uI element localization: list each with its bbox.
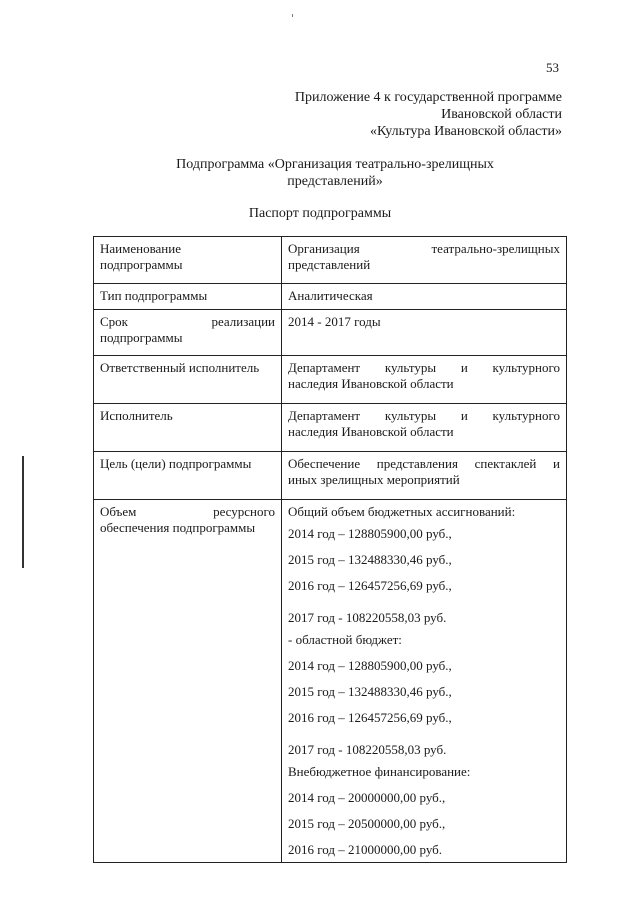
table-row-executor (94, 404, 567, 452)
passport-title: Паспорт подпрограммы (248, 206, 392, 221)
goal-value-line-1: Обеспечение представления спектаклей и (288, 456, 560, 471)
margin-mark (22, 456, 24, 568)
subprogram-title (150, 156, 520, 190)
executor-value-line-2: наследия Ивановской области (288, 424, 454, 439)
term-label-line-1: Срок реализации (100, 314, 275, 329)
name-label-line-1: Наименование (100, 241, 181, 256)
name-value-line-1: Организация театрально-зрелищных (288, 241, 560, 256)
subprogram-title-line-1: Подпрограмма «Организация театрально-зрелищных (176, 157, 494, 172)
responsible-value-line-2: наследия Ивановской области (288, 376, 454, 391)
extra-2015: 2015 год – 20500000,00 руб., (288, 816, 446, 831)
table-row-type (94, 284, 567, 310)
regional-2016: 2016 год – 126457256,69 руб., (288, 710, 452, 725)
total-2015: 2015 год – 132488330,46 руб., (288, 552, 452, 567)
extra-2014: 2014 год – 20000000,00 руб., (288, 790, 446, 805)
table-row-goal (94, 452, 567, 500)
executor-value (282, 404, 567, 452)
term-value: 2014 - 2017 годы (282, 310, 567, 356)
goal-label: Цель (цели) подпрограммы (94, 452, 282, 500)
name-value (282, 237, 567, 284)
executor-value-line-1: Департамент культуры и культурного (288, 408, 560, 423)
name-value-line-2: представлений (288, 257, 371, 272)
extra-header: Внебюджетное финансирование: (288, 764, 471, 779)
total-2016: 2016 год – 126457256,69 руб., (288, 578, 452, 593)
subprogram-title-line-2: представлений» (287, 174, 383, 189)
appendix-line-2: Ивановской области (441, 107, 562, 122)
name-label-line-2: подпрограммы (100, 257, 183, 272)
term-label (94, 310, 282, 356)
table-row-responsible (94, 356, 567, 404)
table-row-resources (94, 500, 567, 863)
responsible-label: Ответственный исполнитель (94, 356, 282, 404)
responsible-value-line-1: Департамент культуры и культурного (288, 360, 560, 375)
table-row-term (94, 310, 567, 356)
responsible-value (282, 356, 567, 404)
total-2017: 2017 год - 108220558,03 руб. (288, 610, 447, 625)
resources-label (94, 500, 282, 863)
executor-label: Исполнитель (94, 404, 282, 452)
total-2014: 2014 год – 128805900,00 руб., (288, 526, 452, 541)
scan-speck (292, 14, 293, 17)
goal-value (282, 452, 567, 500)
regional-2015: 2015 год – 132488330,46 руб., (288, 684, 452, 699)
total-header: Общий объем бюджетных ассигнований: (288, 504, 516, 519)
appendix-line-1: Приложение 4 к государственной программе (294, 90, 562, 105)
type-value: Аналитическая (282, 284, 567, 310)
regional-2014: 2014 год – 128805900,00 руб., (288, 658, 452, 673)
term-label-line-2: подпрограммы (100, 330, 183, 345)
resources-label-line-2: обеспечения подпрограммы (100, 520, 256, 535)
type-label: Тип подпрограммы (94, 284, 282, 310)
regional-header: - областной бюджет: (288, 632, 402, 647)
name-label (94, 237, 282, 284)
regional-2017: 2017 год - 108220558,03 руб. (288, 742, 447, 757)
appendix-line-3: «Культура Ивановской области» (369, 124, 562, 139)
passport-table (93, 236, 567, 863)
table-row-name (94, 237, 567, 284)
extra-2016: 2016 год – 21000000,00 руб. (288, 842, 443, 857)
page-number: 53 (546, 60, 559, 75)
resources-value (282, 500, 567, 863)
resources-label-line-1: Объем ресурсного (100, 504, 275, 519)
goal-value-line-2: иных зрелищных мероприятий (288, 472, 460, 487)
appendix-header (295, 89, 562, 140)
